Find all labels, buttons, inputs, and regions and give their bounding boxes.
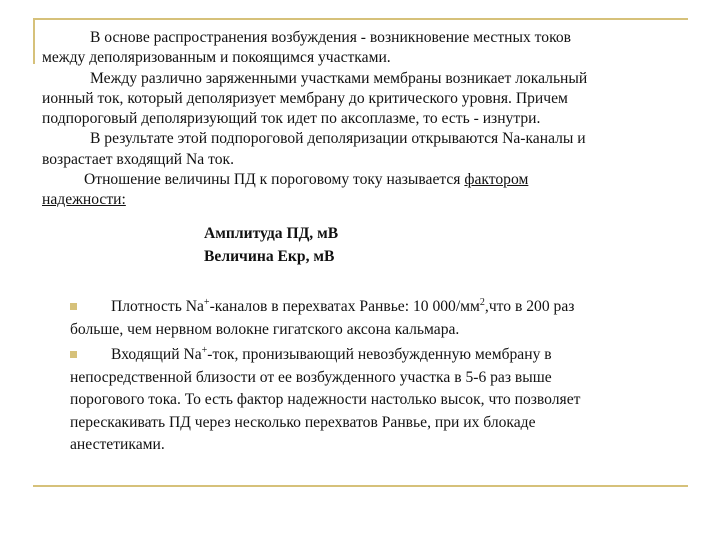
square-bullet-icon [70, 351, 77, 358]
underlined-term: фактором [464, 171, 529, 189]
bullet-item [70, 296, 675, 341]
bullet-line [70, 344, 675, 367]
bottom-divider-line [33, 485, 688, 487]
bullet-line: порогового тока. То есть фактор надежности настолько высок, что позволяет [70, 391, 581, 408]
text-line: между деполяризованным и покоящимся участками. [42, 49, 391, 67]
text-fragment: Отношение величины ПД к пороговому току называется [84, 171, 465, 189]
text-fragment: Плотность Na [111, 298, 204, 315]
text-fragment: -ток, пронизывающий невозбужденную мембрану в [207, 346, 552, 363]
left-divider-line [33, 18, 35, 64]
formula-numerator: Амплитуда ПД, мВ [204, 225, 339, 242]
text-fragment: Входящий Na [111, 346, 202, 363]
bullet-line: больше, чем нервном волокне гигатского аксона кальмара. [70, 320, 460, 338]
formula-block [204, 222, 338, 268]
text-fragment: -каналов в перехватах Ранвье: 10 000/мм [209, 298, 480, 315]
square-bullet-icon [70, 303, 77, 310]
text-line: возрастает входящий Na ток. [42, 150, 234, 168]
text-line: В результате этой подпороговой деполяризации открываются Na-каналы и [90, 130, 586, 148]
superscript: + [203, 296, 210, 308]
top-divider-line [33, 18, 688, 20]
bullet-item [70, 344, 675, 457]
bullet-line: перескакивать ПД через несколько перехватов Ранвье, при их блокаде [70, 413, 536, 431]
text-line [42, 170, 682, 190]
underlined-term: надежности: [42, 191, 126, 209]
bullet-line: анестетиками. [70, 436, 165, 453]
text-line: Между различно заряженными участками мембраны возникает локальный [90, 69, 588, 87]
bullet-line [70, 296, 675, 319]
text-fragment: ,что в 200 раз [484, 298, 575, 315]
formula-denominator: Величина Екр, мВ [204, 248, 335, 265]
bullet-line: непосредственной близости от ее возбужденного участка в 5-6 раз выше [70, 368, 552, 386]
text-line: В основе распространения возбуждения - возникновение местных токов [90, 29, 572, 46]
text-line: подпороговый деполяризующий ток идет по аксоплазме, то есть - изнутри. [42, 110, 541, 128]
bullet-line-text [70, 296, 574, 319]
text-line: ионный ток, который деполяризует мембрану до критического уровня. Причем [42, 89, 568, 107]
superscript: 2 [479, 296, 485, 308]
superscript: + [201, 344, 208, 356]
main-text-block [42, 28, 682, 211]
